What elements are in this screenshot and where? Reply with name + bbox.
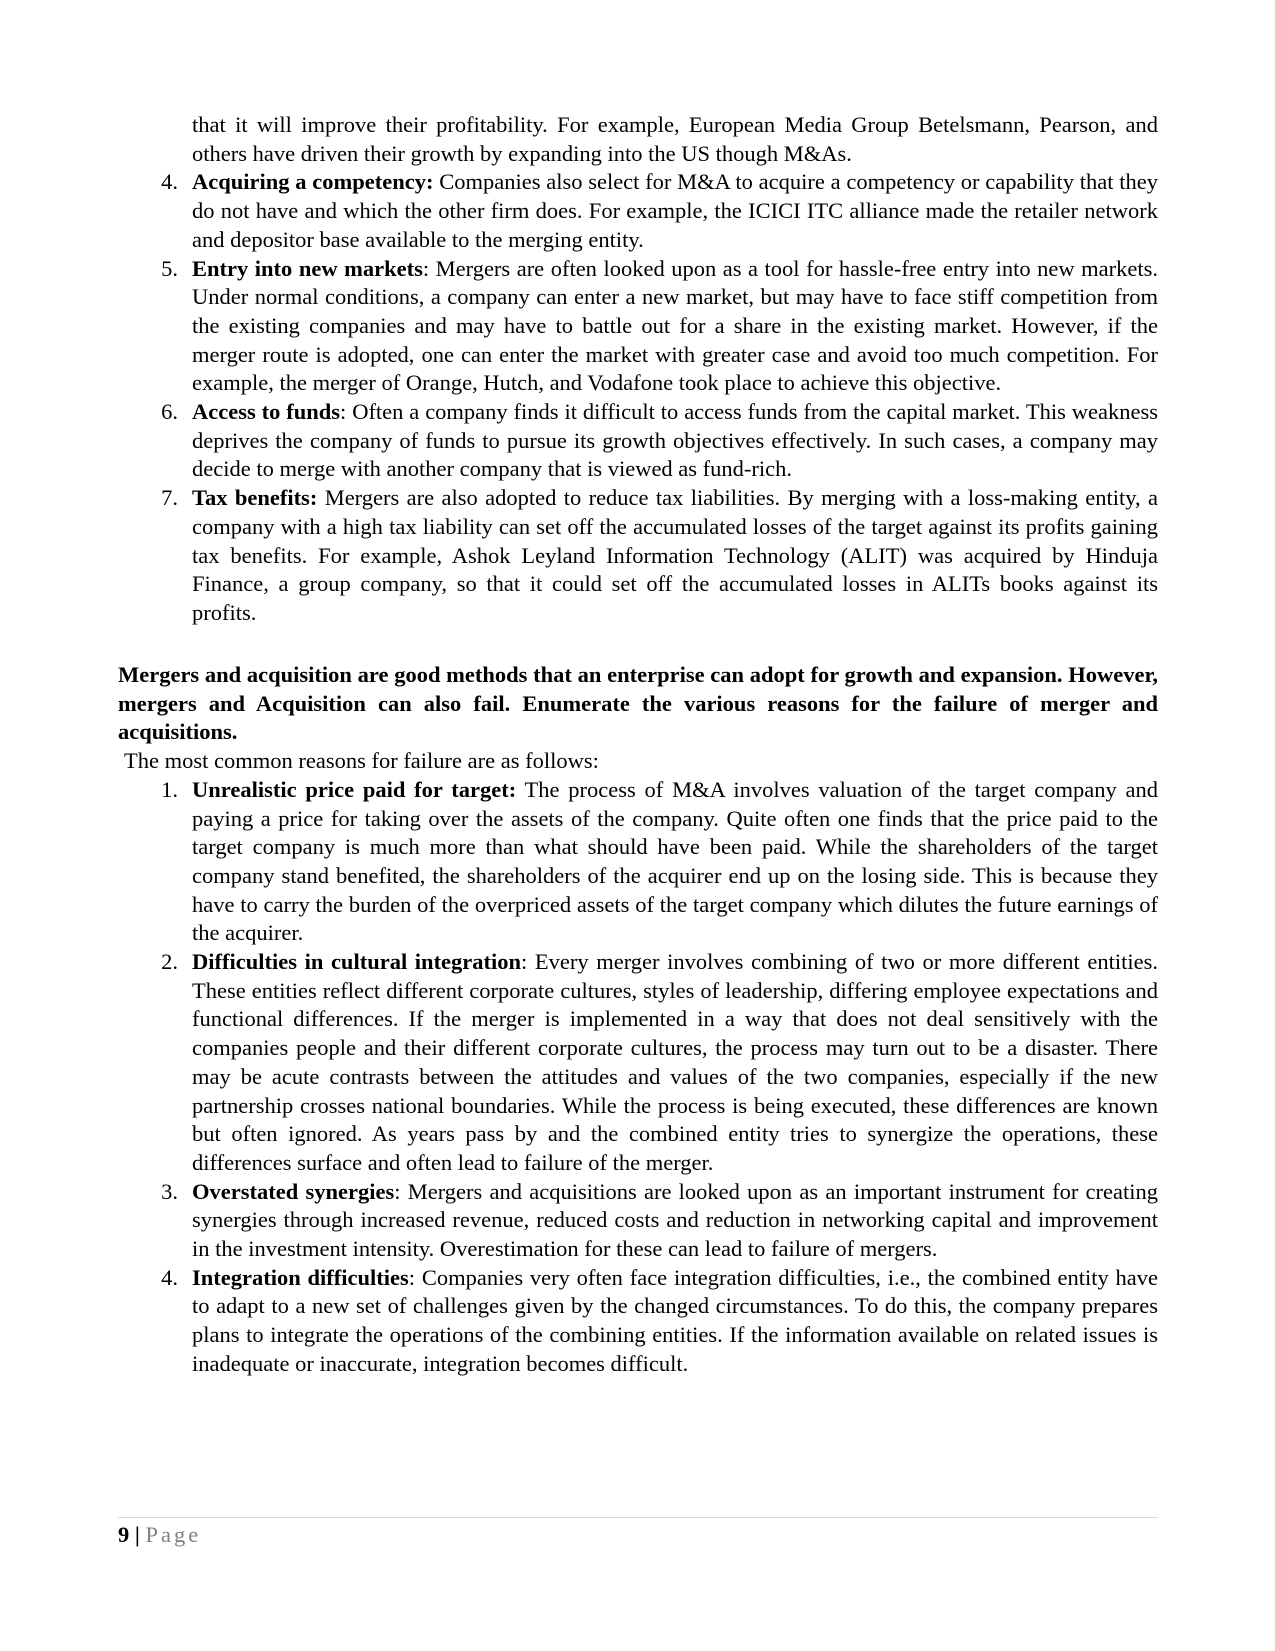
list-item <box>118 1178 1158 1264</box>
list-item-text: Companies also select for M&A to acquire a competency or capability that they do not have and which the other firm does. For example, the ICICI ITC alliance made the retailer network and depositor base available to the merging entity. <box>192 169 1158 252</box>
list-item-term: Access to funds <box>192 399 341 425</box>
list-item-text: : Often a company finds it difficult to access funds from the capital market. This weakness deprives the company of funds to pursue its growth objectives effectively. In such cases, a company may decide to merge with another company that is viewed as fund-rich. <box>192 399 1158 482</box>
list-item-text: The process of M&A involves valuation of the target company and paying a price for taking over the assets of the company. Quite often one finds that the price paid to the target company is much more than what should have been paid. While the shareholders of the target company stand benefited, the shareholders of the acquirer end up on the losing side. This is because they have to carry the burden of the overpriced assets of the target company which dilutes the future earnings of the acquirer. <box>192 776 1158 946</box>
list-item-term: Difficulties in cultural integration <box>192 949 522 975</box>
list-item <box>118 255 1158 399</box>
list-item-text: : Companies very often face integration difficulties, i.e., the combined entity have to adapt to a new set of challenges given by the changed circumstances. To do this, the company prepares plans to integrate the operations of the combining entities. If the information available on related issues is inadequate or inaccurate, integration becomes difficult. <box>192 1264 1159 1376</box>
list-item-text: : Every merger involves combining of two or more different entities. These entities reflect different corporate cultures, styles of leadership, differing employee expectations and functional differences. If the merger is implemented in a way that does not deal sensitively with the companies people and their different corporate cultures, the process may turn out to be a disaster. There may be acute contrasts between the attitudes and values of the two companies, especially if the new partnership crosses national boundaries. While the process is being executed, these differences are known but often ignored. As years pass by and the combined entity tries to synergize the operations, these differences surface and often lead to failure of the merger. <box>192 949 1158 1175</box>
page-label: Page <box>145 1522 202 1547</box>
list-item-text: Mergers are also adopted to reduce tax liabilities. By merging with a loss-making entity, a company with a high tax liability can set off the accumulated losses of the target against its profits gaining tax benefits. For example, Ashok Leyland Information Technology (ALIT) was acquired by Hinduja Finance, a group company, so that it could set off the accumulated losses in ALITs books against its profits. <box>192 485 1158 625</box>
list-item <box>118 398 1158 484</box>
list-number: 7. <box>161 485 178 511</box>
footer-divider <box>118 1517 1158 1518</box>
list-item <box>118 168 1158 254</box>
failure-reasons-list <box>118 776 1158 1379</box>
list-number: 3. <box>161 1178 178 1204</box>
list-item <box>118 484 1158 628</box>
continuation-paragraph: that it will improve their profitability. For example, European Media Group Betelsmann, Pearson, and others have driven their growth by expanding into the US though M&As. <box>192 112 1158 166</box>
list-item-term: Integration difficulties <box>192 1264 409 1290</box>
question-heading: Mergers and acquisition are good methods that an enterprise can adopt for growth and expansion. However, mergers and Acquisition can also fail. Enumerate the various reasons for the failure of merger and acquisitions. <box>118 662 1158 745</box>
section-merger-reasons <box>118 111 1158 628</box>
list-number: 5. <box>161 255 178 281</box>
list-number: 4. <box>161 169 178 195</box>
list-item-term: Tax benefits: <box>192 485 318 511</box>
answer-intro: The most common reasons for failure are as follows: <box>124 748 599 774</box>
list-item-term: Overstated synergies <box>192 1178 395 1204</box>
list-number: 6. <box>161 399 178 425</box>
list-item <box>118 1264 1158 1379</box>
list-item <box>118 948 1158 1178</box>
page-number: 9 <box>118 1522 130 1547</box>
list-number: 2. <box>161 949 178 975</box>
section-merger-failure <box>118 661 1158 1379</box>
list-number: 4. <box>161 1264 178 1290</box>
list-number: 1. <box>161 776 178 802</box>
list-item-term: Acquiring a competency: <box>192 169 434 195</box>
page-footer <box>118 1521 201 1549</box>
footer-separator: | <box>134 1522 140 1547</box>
list-item-term: Unrealistic price paid for target: <box>192 776 517 802</box>
reasons-list <box>118 168 1158 627</box>
list-item <box>118 776 1158 948</box>
list-item-text: : Mergers are often looked upon as a tool for hassle-free entry into new markets. Under normal conditions, a company can enter a new market, but may have to face stiff competition from the existing companies and may have to battle out for a share in the existing market. However, if the merger route is adopted, one can enter the market with greater case and avoid too much competition. For example, the merger of Orange, Hutch, and Vodafone took place to achieve this objective. <box>192 255 1158 396</box>
list-item-term: Entry into new markets <box>192 255 423 281</box>
list-item-text: : Mergers and acquisitions are looked upon as an important instrument for creating synergies through increased revenue, reduced costs and reduction in networking capital and improvement in the investment intensity. Overestimation for these can lead to failure of mergers. <box>192 1178 1159 1262</box>
